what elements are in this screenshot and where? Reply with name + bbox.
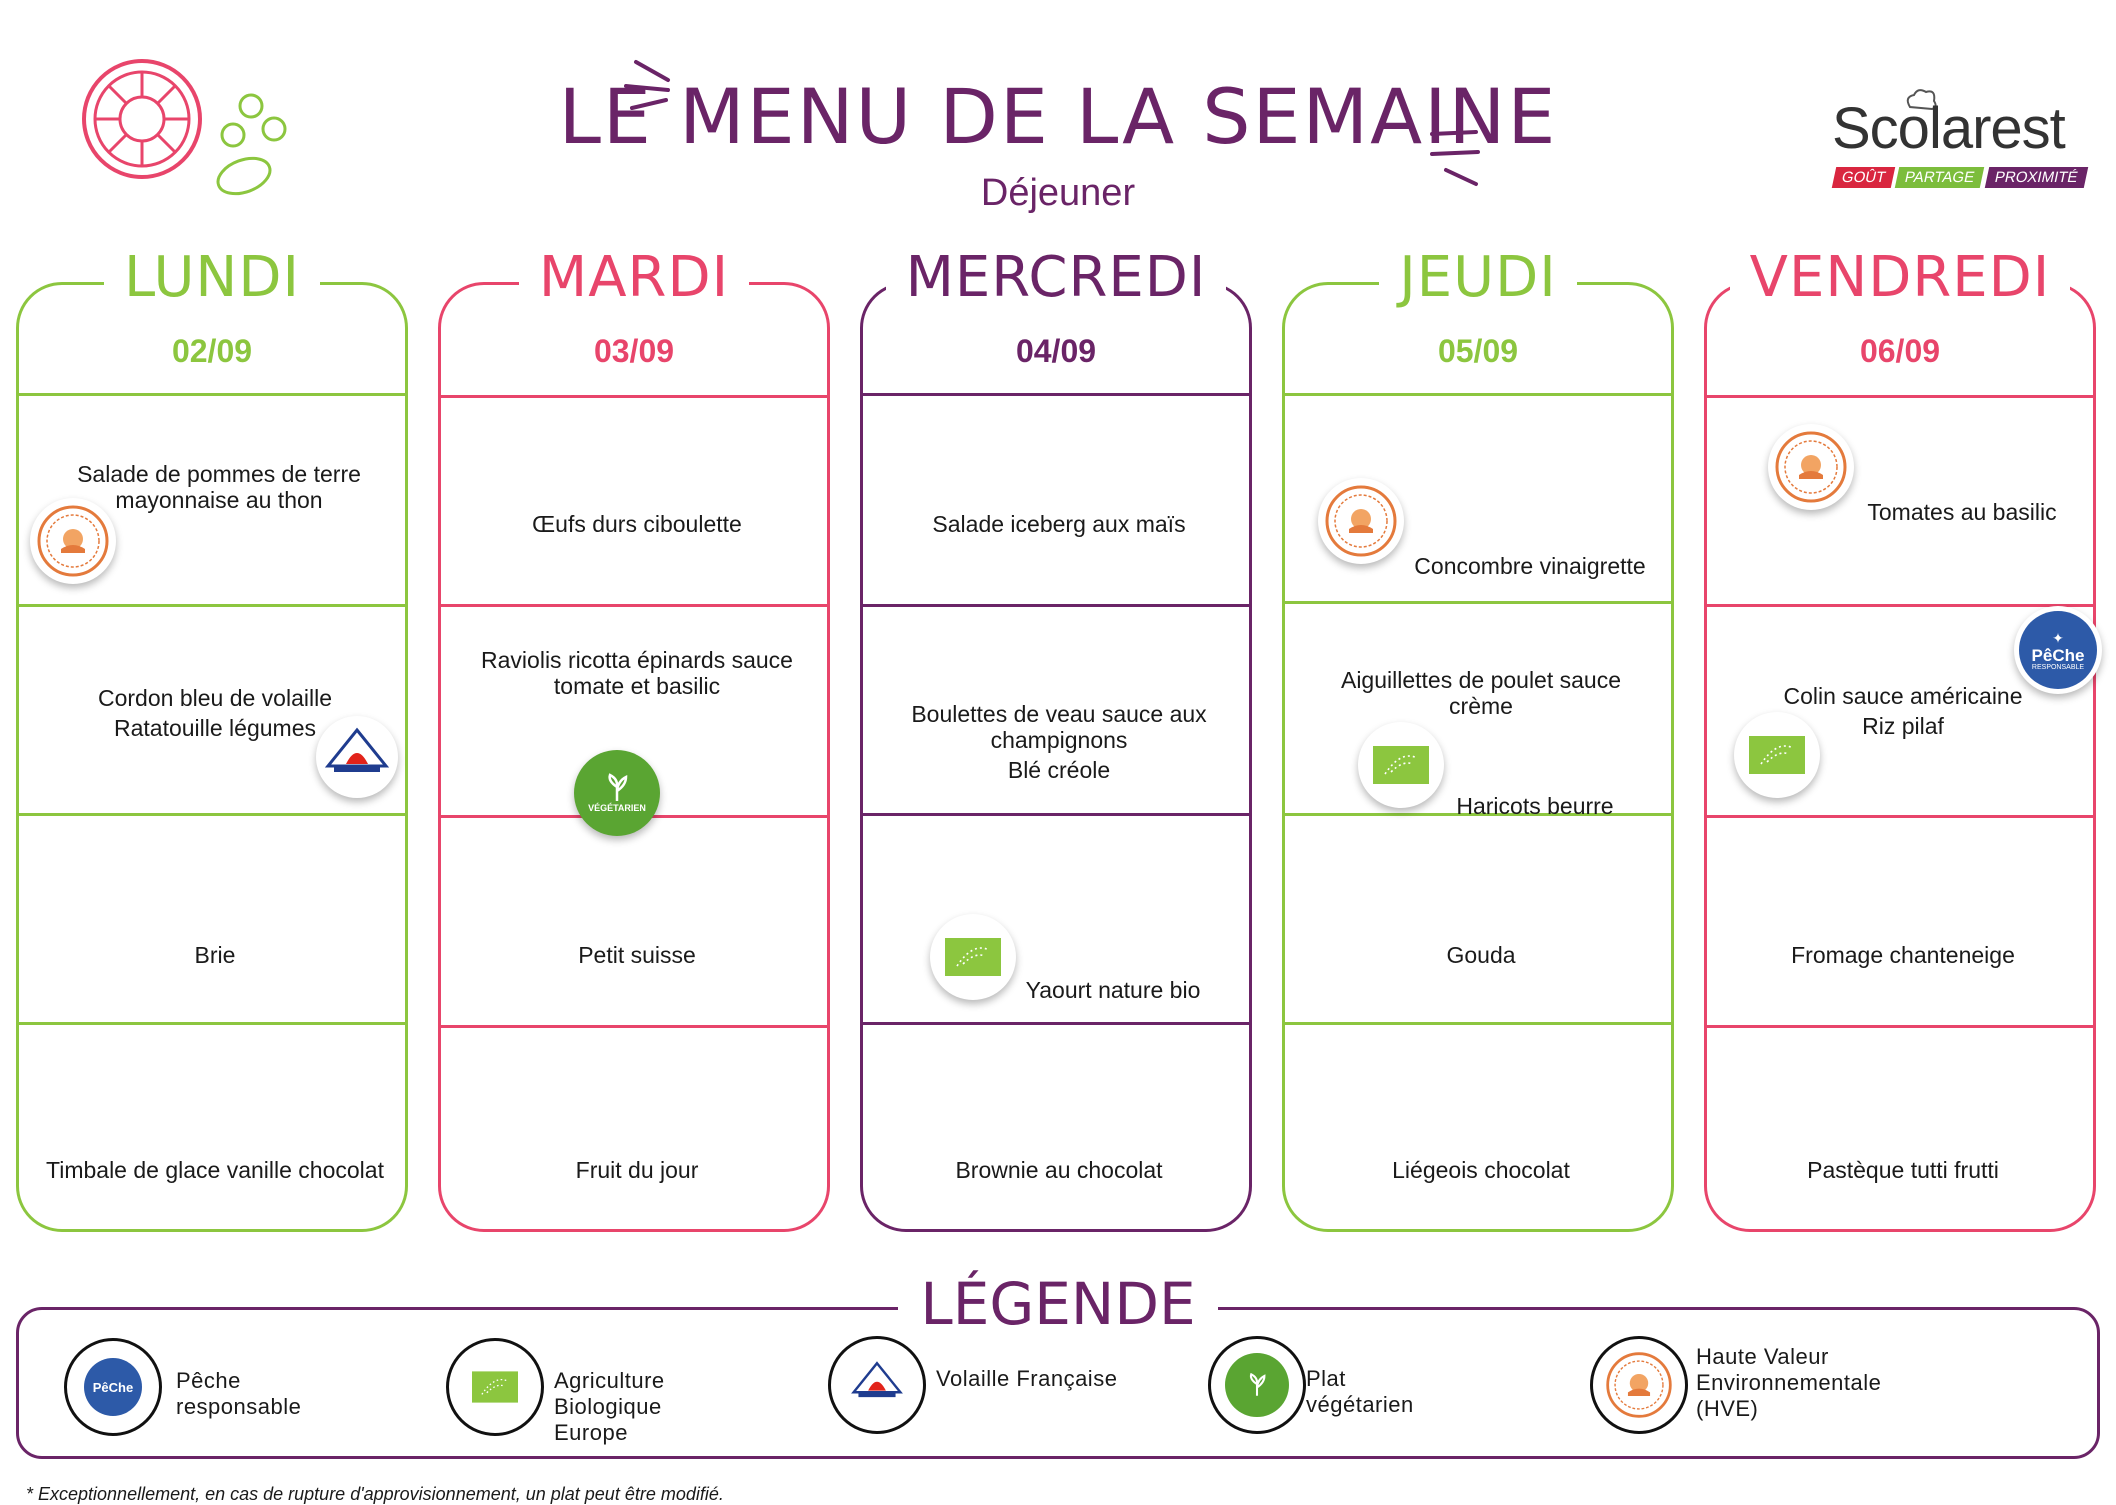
brand-tag-partage: PARTAGE	[1895, 167, 1985, 188]
peche-badge-title: PêChe	[2031, 645, 2085, 665]
menu-plat-side: Blé créole	[1007, 757, 1111, 783]
menu-dessert: Pastèque tutti frutti	[1807, 1157, 1999, 1183]
peche-responsable-icon: PêChe	[64, 1338, 162, 1436]
menu-dessert: Timbale de glace vanille chocolat	[46, 1157, 384, 1183]
hve-icon	[1590, 1336, 1688, 1434]
menu-dessert: Fruit du jour	[575, 1157, 699, 1183]
day-date: 03/09	[593, 333, 675, 369]
day-column-mercredi	[860, 245, 1252, 1232]
legend-label-bio: Agriculture Biologique Europe	[554, 1368, 665, 1445]
legend-label-volaille: Volaille Française	[936, 1366, 1118, 1391]
hve-icon	[1768, 424, 1854, 510]
day-date: 02/09	[171, 333, 253, 369]
menu-fromage: Yaourt nature bio	[1025, 977, 1201, 1003]
brand-tag-proximite: PROXIMITÉ	[1984, 167, 2087, 188]
day-name: JEUDI	[1379, 245, 1577, 310]
eu-organic-leaf-icon	[930, 914, 1016, 1000]
legend-label-peche: Pêche responsable	[176, 1368, 302, 1419]
menu-plat: Aiguillettes de poulet sauce crème	[1340, 667, 1622, 719]
menu-entree: Salade iceberg aux maïs	[932, 511, 1186, 537]
volaille-francaise-icon	[316, 716, 398, 798]
day-name: LUNDI	[104, 245, 320, 310]
day-name: MARDI	[519, 245, 749, 310]
menu-entree: Tomates au basilic	[1867, 499, 2057, 525]
menu-dessert: Brownie au chocolat	[955, 1157, 1163, 1183]
menu-fromage: Brie	[194, 942, 236, 968]
legend-title: LÉGENDE	[0, 1270, 2116, 1338]
day-column-jeudi	[1282, 245, 1674, 1232]
day-name: MERCREDI	[886, 245, 1227, 310]
menu-plat: Cordon bleu de volaille Ratatouille légumes	[98, 685, 332, 741]
peche-badge-subtitle: RESPONSABLE	[2031, 663, 2085, 671]
eu-organic-leaf-icon	[446, 1338, 544, 1436]
brand-name: Scolarest	[1832, 96, 2065, 161]
brand-tags	[1834, 167, 2085, 188]
day-name: VENDREDI	[1730, 245, 2071, 310]
vegetarian-badge-label: VÉGÉTARIEN	[588, 803, 646, 813]
page-subtitle: Déjeuner	[980, 172, 1136, 214]
menu-plat: Boulettes de veau sauce aux champignons	[911, 701, 1207, 753]
menu-entree: Concombre vinaigrette	[1414, 553, 1646, 579]
menu-fromage: Fromage chanteneige	[1791, 942, 2015, 968]
menu-plat: Raviolis ricotta épinards sauce tomate et basilic	[481, 647, 793, 699]
eu-organic-leaf-icon	[1734, 712, 1820, 798]
footnote: * Exceptionnellement, en cas de rupture d'approvisionnement, un plat peut être modifié.	[26, 1484, 724, 1504]
menu-plat-side: Haricots beurre	[1456, 793, 1614, 819]
menu-entree: Œufs durs ciboulette	[532, 511, 742, 537]
menu-fromage: Gouda	[1446, 942, 1516, 968]
menu-plat: Colin sauce américaine Riz pilaf	[1783, 683, 2023, 739]
day-date: 06/09	[1859, 333, 1941, 369]
page-title: LE MENU DE LA SEMAINE	[558, 72, 1558, 161]
vegetarian-icon	[1208, 1336, 1306, 1434]
hve-icon	[1318, 478, 1404, 564]
day-date: 04/09	[1015, 333, 1097, 369]
day-date: 05/09	[1437, 333, 1519, 369]
peche-responsable-icon: ✦ PêChe RESPONSABLE	[2014, 606, 2102, 694]
eu-organic-leaf-icon	[1358, 722, 1444, 808]
menu-fromage: Petit suisse	[578, 942, 696, 968]
legend-label-vegetarien: Plat végétarien	[1306, 1366, 1414, 1417]
legend-label-hve: Haute Valeur Environnementale (HVE)	[1696, 1344, 1882, 1421]
volaille-francaise-icon	[828, 1336, 926, 1434]
brand-tag-gout: GOÛT	[1832, 167, 1896, 188]
scolarest-logo	[1832, 95, 2082, 195]
menu-entree: Salade de pommes de terre mayonnaise au thon	[77, 461, 361, 513]
vegetarian-icon	[574, 750, 660, 836]
hve-icon	[30, 498, 116, 584]
menu-dessert: Liégeois chocolat	[1392, 1157, 1570, 1183]
